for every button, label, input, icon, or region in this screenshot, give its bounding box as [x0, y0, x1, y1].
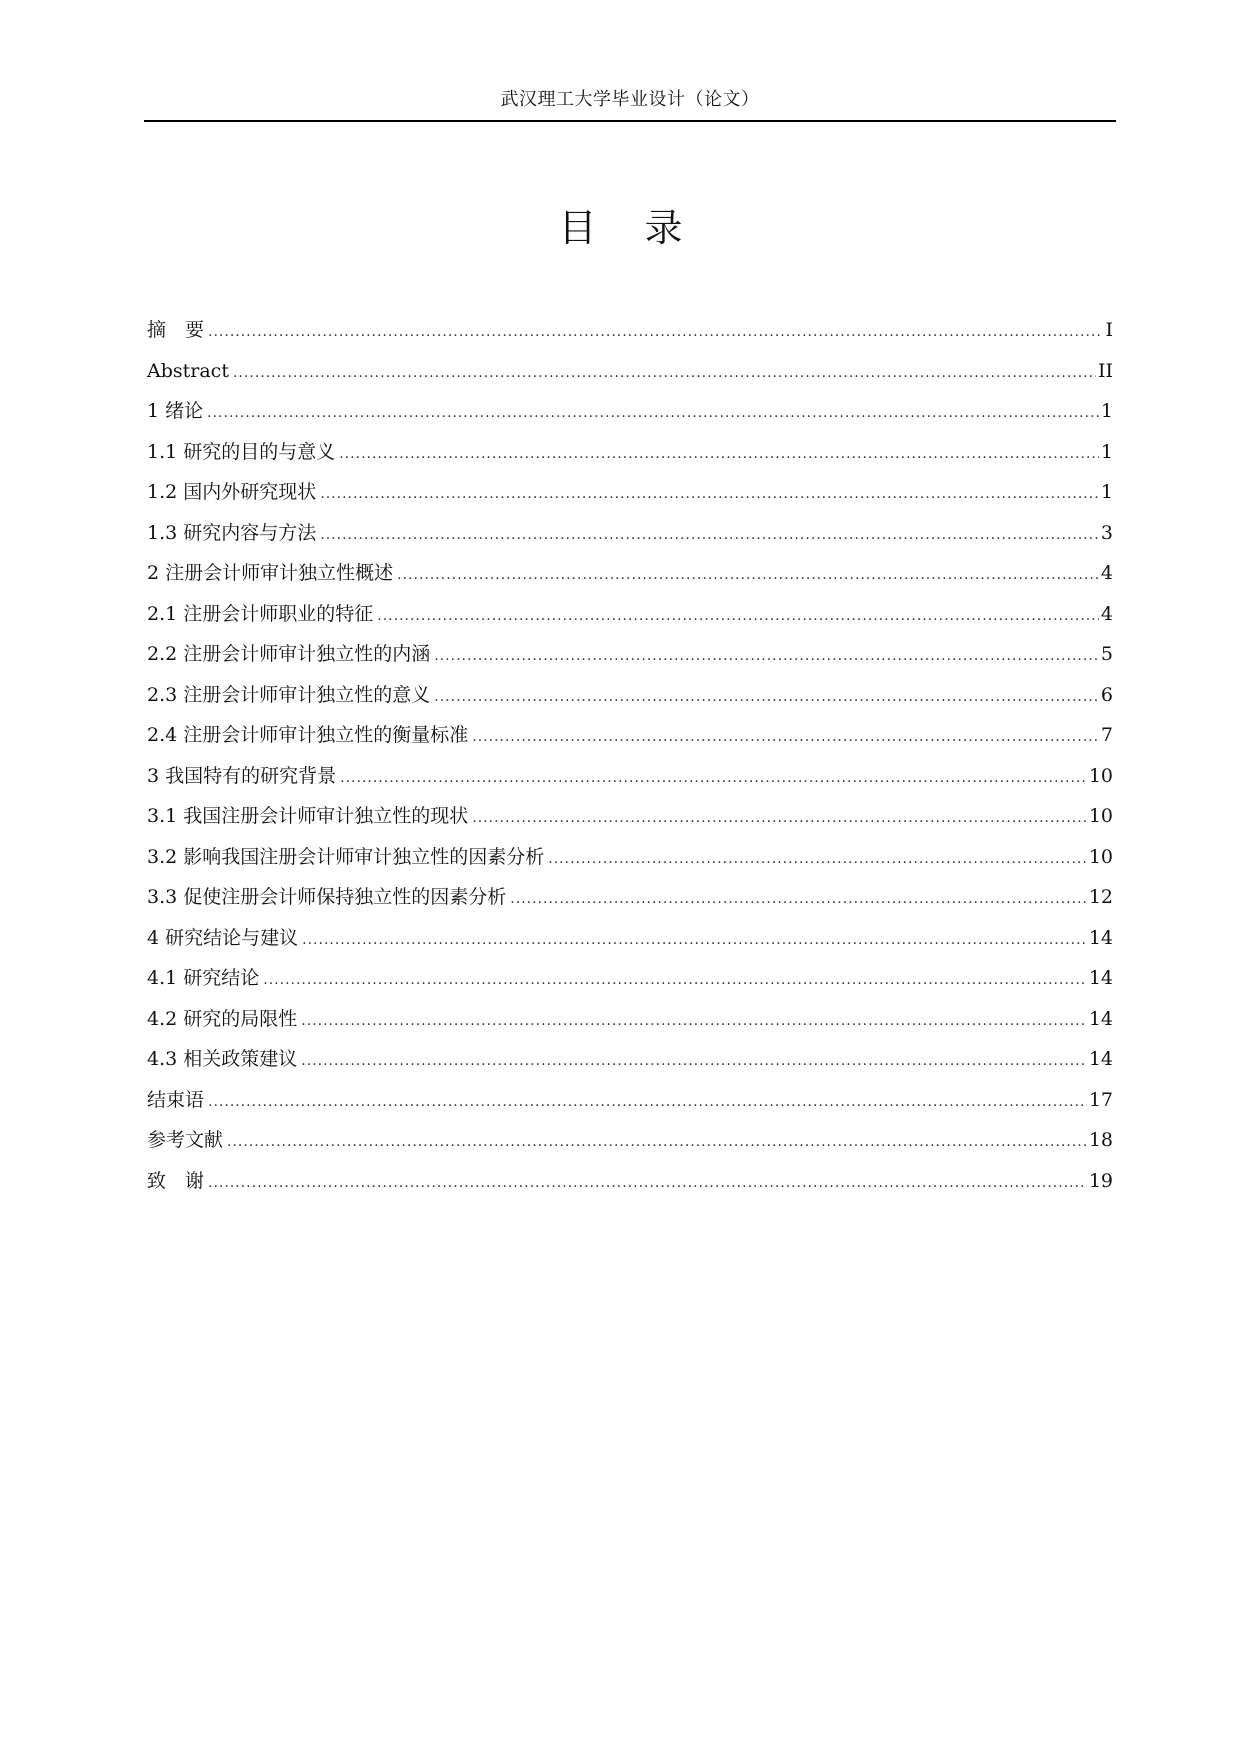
toc-entry-label: 3.1 我国注册会计师审计独立性的现状 — [147, 805, 469, 827]
toc-leader-dots — [302, 920, 1087, 961]
toc-leader-dots — [233, 353, 1096, 394]
toc-entry-page: 12 — [1088, 886, 1113, 908]
toc-entry-label: 摘 要 — [147, 319, 205, 341]
toc-entry-section-1-2[interactable] — [147, 472, 1113, 513]
toc-entry-page: 1 — [1100, 481, 1113, 503]
toc-entry-acknowledgements[interactable] — [147, 1161, 1113, 1202]
toc-entry-label: 4 研究结论与建议 — [147, 926, 299, 949]
toc-entry-page: 6 — [1100, 683, 1113, 706]
toc-entry-label: 3.3 促使注册会计师保持独立性的因素分析 — [147, 886, 507, 908]
toc-entry-label: 致 谢 — [147, 1169, 205, 1192]
toc-entry-page: 4 — [1100, 562, 1113, 584]
toc-entry-chapter-2[interactable] — [147, 553, 1113, 594]
toc-entry-label: 2.1 注册会计师职业的特征 — [147, 602, 374, 625]
toc-entry-label: 4.3 相关政策建议 — [147, 1048, 298, 1070]
toc-leader-dots — [397, 555, 1099, 596]
toc-entry-label: 1 绪论 — [147, 400, 204, 422]
toc-entry-page: I — [1105, 319, 1113, 341]
toc-entry-section-2-4[interactable] — [147, 715, 1113, 756]
toc-entry-chapter-3[interactable] — [147, 756, 1113, 797]
toc-title: 目录 — [558, 206, 731, 250]
toc-leader-dots — [207, 393, 1099, 434]
page-header — [144, 86, 1116, 122]
toc-entry-page: 5 — [1100, 643, 1113, 665]
toc-leader-dots — [320, 474, 1099, 515]
toc-entry-label: 3 我国特有的研究背景 — [147, 764, 337, 787]
toc-leader-dots — [548, 839, 1087, 880]
toc-leader-dots — [227, 1122, 1087, 1163]
toc-list — [147, 310, 1113, 1201]
toc-entry-label: 4.2 研究的局限性 — [147, 1007, 298, 1030]
toc-entry-label: 1.2 国内外研究现状 — [147, 481, 317, 503]
toc-leader-dots — [208, 1163, 1087, 1204]
toc-entry-page: 4 — [1100, 602, 1113, 625]
toc-entry-abstract-en[interactable] — [147, 351, 1113, 392]
toc-leader-dots — [472, 717, 1099, 758]
toc-entry-page: 10 — [1088, 845, 1113, 868]
toc-leader-dots — [377, 596, 1099, 637]
toc-entry-section-3-1[interactable] — [147, 796, 1113, 837]
toc-leader-dots — [434, 636, 1099, 677]
toc-entry-label: 1.3 研究内容与方法 — [147, 521, 317, 544]
toc-leader-dots — [208, 312, 1103, 353]
toc-entry-page: 7 — [1100, 724, 1113, 746]
toc-entry-page: II — [1097, 359, 1113, 382]
toc-entry-section-4-3[interactable] — [147, 1039, 1113, 1080]
toc-entry-section-2-1[interactable] — [147, 594, 1113, 635]
toc-leader-dots — [339, 434, 1099, 475]
toc-entry-page: 1 — [1100, 400, 1113, 422]
toc-entry-page: 3 — [1100, 521, 1113, 544]
toc-entry-label: 2 注册会计师审计独立性概述 — [147, 562, 394, 584]
toc-entry-chapter-4[interactable] — [147, 918, 1113, 959]
toc-entry-label: 2.4 注册会计师审计独立性的衡量标准 — [147, 724, 469, 746]
toc-entry-label: Abstract — [147, 359, 229, 382]
toc-entry-page: 1 — [1100, 440, 1113, 463]
toc-leader-dots — [263, 960, 1087, 1001]
toc-entry-page: 14 — [1088, 1007, 1113, 1030]
toc-leader-dots — [510, 879, 1087, 920]
toc-entry-label: 2.3 注册会计师审计独立性的意义 — [147, 683, 431, 706]
toc-leader-dots — [472, 798, 1087, 839]
toc-entry-section-2-3[interactable] — [147, 675, 1113, 716]
toc-entry-section-4-1[interactable] — [147, 958, 1113, 999]
toc-entry-page: 19 — [1088, 1169, 1113, 1192]
toc-entry-chapter-1[interactable] — [147, 391, 1113, 432]
toc-entry-page: 14 — [1088, 926, 1113, 949]
toc-entry-label: 3.2 影响我国注册会计师审计独立性的因素分析 — [147, 845, 545, 868]
toc-entry-label: 参考文献 — [147, 1129, 224, 1151]
toc-entry-section-4-2[interactable] — [147, 999, 1113, 1040]
toc-entry-label: 结束语 — [147, 1088, 205, 1111]
toc-entry-section-3-3[interactable] — [147, 877, 1113, 918]
toc-entry-page: 18 — [1088, 1129, 1113, 1151]
toc-leader-dots — [434, 677, 1099, 718]
toc-entry-page: 10 — [1088, 805, 1113, 827]
running-title: 武汉理工大学毕业设计（论文） — [500, 89, 760, 110]
toc-entry-section-3-2[interactable] — [147, 837, 1113, 878]
toc-entry-page: 14 — [1088, 967, 1113, 989]
toc-entry-references[interactable] — [147, 1120, 1113, 1161]
toc-entry-section-2-2[interactable] — [147, 634, 1113, 675]
toc-leader-dots — [320, 515, 1099, 556]
toc-entry-conclusion[interactable] — [147, 1080, 1113, 1121]
toc-leader-dots — [301, 1001, 1087, 1042]
toc-leader-dots — [301, 1041, 1087, 1082]
toc-leader-dots — [340, 758, 1087, 799]
toc-entry-label: 4.1 研究结论 — [147, 967, 260, 989]
toc-entry-page: 10 — [1088, 764, 1113, 787]
toc-entry-label: 2.2 注册会计师审计独立性的内涵 — [147, 643, 431, 665]
toc-entry-label: 1.1 研究的目的与意义 — [147, 440, 336, 463]
toc-entry-section-1-1[interactable] — [147, 432, 1113, 473]
toc-entry-abstract-cn[interactable] — [147, 310, 1113, 351]
toc-entry-page: 17 — [1088, 1088, 1113, 1111]
toc-entry-section-1-3[interactable] — [147, 513, 1113, 554]
toc-entry-page: 14 — [1088, 1048, 1113, 1070]
toc-leader-dots — [208, 1082, 1087, 1123]
